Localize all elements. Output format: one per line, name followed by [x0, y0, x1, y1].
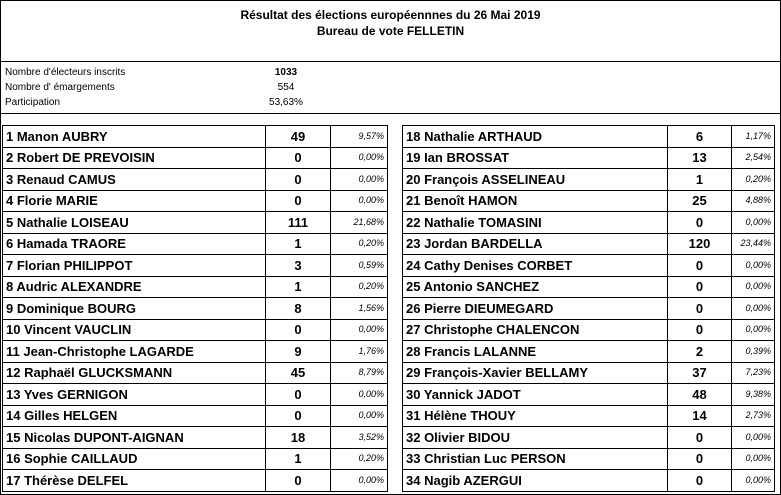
- candidate-name: 13 Yves GERNIGON: [3, 384, 266, 406]
- candidate-row: [403, 405, 775, 427]
- results-table-left: [2, 125, 388, 492]
- stats-divider: [1, 113, 780, 114]
- candidate-name: 18 Nathalie ARTHAUD: [403, 126, 668, 148]
- candidate-name: 14 Gilles HELGEN: [3, 405, 266, 427]
- candidate-votes: 9: [266, 341, 331, 363]
- candidate-name: 31 Hélène THOUY: [403, 405, 668, 427]
- candidate-row: [403, 169, 775, 191]
- candidate-percentage: 0,00%: [331, 405, 388, 427]
- candidate-row: [403, 319, 775, 341]
- candidate-percentage: 0,20%: [732, 169, 775, 191]
- candidate-name: 4 Florie MARIE: [3, 190, 266, 212]
- participation-label: Participation: [5, 97, 61, 108]
- candidate-percentage: 0,59%: [331, 255, 388, 277]
- candidate-row: [3, 126, 388, 148]
- registered-voters-label: Nombre d'électeurs inscrits: [5, 67, 126, 78]
- page-title: Résultat des élections européennnes du 26 Mai 2019: [240, 8, 541, 22]
- candidate-percentage: 0,20%: [331, 448, 388, 470]
- candidate-percentage: 0,00%: [331, 384, 388, 406]
- candidate-votes: 1: [266, 276, 331, 298]
- candidate-name: 28 Francis LALANNE: [403, 341, 668, 363]
- candidate-row: [403, 362, 775, 384]
- candidate-votes: 0: [668, 427, 732, 449]
- candidate-percentage: 9,57%: [331, 126, 388, 148]
- candidate-percentage: 7,23%: [732, 362, 775, 384]
- candidate-name: 26 Pierre DIEUMEGARD: [403, 298, 668, 320]
- candidate-name: 30 Yannick JADOT: [403, 384, 668, 406]
- candidate-percentage: 0,00%: [732, 448, 775, 470]
- page-subtitle: Bureau de vote FELLETIN: [316, 24, 465, 38]
- candidate-votes: 45: [266, 362, 331, 384]
- candidate-name: 5 Nathalie LOISEAU: [3, 212, 266, 234]
- candidate-votes: 1: [668, 169, 732, 191]
- candidate-percentage: 2,54%: [732, 147, 775, 169]
- candidate-name: 24 Cathy Denises CORBET: [403, 255, 668, 277]
- candidate-percentage: 1,56%: [331, 298, 388, 320]
- candidate-name: 2 Robert DE PREVOISIN: [3, 147, 266, 169]
- candidate-votes: 2: [668, 341, 732, 363]
- candidate-name: 23 Jordan BARDELLA: [403, 233, 668, 255]
- candidate-name: 21 Benoît HAMON: [403, 190, 668, 212]
- candidate-name: 10 Vincent VAUCLIN: [3, 319, 266, 341]
- candidate-name: 29 François-Xavier BELLAMY: [403, 362, 668, 384]
- candidate-row: [3, 341, 388, 363]
- registered-voters-value: 1033: [274, 67, 298, 78]
- candidate-row: [403, 276, 775, 298]
- candidate-row: [3, 255, 388, 277]
- candidate-row: [403, 427, 775, 449]
- candidate-votes: 49: [266, 126, 331, 148]
- candidate-votes: 0: [668, 255, 732, 277]
- candidate-percentage: 0,00%: [732, 427, 775, 449]
- candidate-row: [3, 212, 388, 234]
- candidate-row: [403, 190, 775, 212]
- candidate-votes: 0: [266, 169, 331, 191]
- candidate-votes: 3: [266, 255, 331, 277]
- candidate-percentage: 2,73%: [732, 405, 775, 427]
- candidate-row: [403, 298, 775, 320]
- candidate-votes: 0: [266, 470, 331, 492]
- candidate-name: 8 Audric ALEXANDRE: [3, 276, 266, 298]
- candidate-row: [3, 233, 388, 255]
- candidate-row: [3, 470, 388, 492]
- candidate-votes: 0: [266, 384, 331, 406]
- candidate-row: [3, 319, 388, 341]
- candidate-name: 32 Olivier BIDOU: [403, 427, 668, 449]
- candidate-votes: 18: [266, 427, 331, 449]
- results-table-right: [402, 125, 775, 492]
- candidate-row: [403, 448, 775, 470]
- candidate-votes: 0: [668, 319, 732, 341]
- candidate-row: [403, 470, 775, 492]
- candidate-name: 27 Christophe CHALENCON: [403, 319, 668, 341]
- candidate-percentage: 8,79%: [331, 362, 388, 384]
- candidate-votes: 0: [266, 190, 331, 212]
- candidate-percentage: 21,68%: [331, 212, 388, 234]
- candidate-name: 17 Thérèse DELFEL: [3, 470, 266, 492]
- candidate-row: [3, 169, 388, 191]
- candidate-votes: 111: [266, 212, 331, 234]
- candidate-name: 12 Raphaël GLUCKSMANN: [3, 362, 266, 384]
- candidate-row: [3, 190, 388, 212]
- candidate-row: [3, 362, 388, 384]
- candidate-votes: 6: [668, 126, 732, 148]
- candidate-row: [403, 126, 775, 148]
- candidate-row: [403, 384, 775, 406]
- candidate-percentage: 0,00%: [732, 212, 775, 234]
- candidate-row: [3, 276, 388, 298]
- candidate-percentage: 1,17%: [732, 126, 775, 148]
- candidate-row: [3, 405, 388, 427]
- candidate-row: [3, 384, 388, 406]
- candidate-row: [403, 255, 775, 277]
- candidate-name: 7 Florian PHILIPPOT: [3, 255, 266, 277]
- candidate-row: [3, 147, 388, 169]
- candidate-name: 20 François ASSELINEAU: [403, 169, 668, 191]
- candidate-name: 22 Nathalie TOMASINI: [403, 212, 668, 234]
- participation-value: 53,63%: [269, 97, 303, 108]
- candidate-percentage: 0,00%: [331, 319, 388, 341]
- candidate-votes: 13: [668, 147, 732, 169]
- candidate-percentage: 0,00%: [331, 169, 388, 191]
- candidate-votes: 14: [668, 405, 732, 427]
- candidate-row: [403, 341, 775, 363]
- candidate-name: 16 Sophie CAILLAUD: [3, 448, 266, 470]
- candidate-votes: 37: [668, 362, 732, 384]
- candidate-votes: 1: [266, 448, 331, 470]
- candidate-name: 19 Ian BROSSAT: [403, 147, 668, 169]
- candidate-votes: 0: [668, 276, 732, 298]
- candidate-name: 15 Nicolas DUPONT-AIGNAN: [3, 427, 266, 449]
- candidate-percentage: 0,00%: [732, 319, 775, 341]
- candidate-percentage: 0,00%: [331, 190, 388, 212]
- candidate-votes: 0: [668, 448, 732, 470]
- candidate-name: 3 Renaud CAMUS: [3, 169, 266, 191]
- candidate-name: 6 Hamada TRAORE: [3, 233, 266, 255]
- candidate-votes: 8: [266, 298, 331, 320]
- candidate-percentage: 3,52%: [331, 427, 388, 449]
- candidate-name: 1 Manon AUBRY: [3, 126, 266, 148]
- candidate-votes: 48: [668, 384, 732, 406]
- candidate-votes: 0: [668, 212, 732, 234]
- candidate-row: [3, 298, 388, 320]
- candidate-percentage: 0,00%: [331, 147, 388, 169]
- candidate-percentage: 0,00%: [732, 298, 775, 320]
- candidate-row: [3, 427, 388, 449]
- candidate-name: 9 Dominique BOURG: [3, 298, 266, 320]
- candidate-percentage: 0,00%: [732, 276, 775, 298]
- candidate-percentage: 1,76%: [331, 341, 388, 363]
- candidate-name: 11 Jean-Christophe LAGARDE: [3, 341, 266, 363]
- candidate-row: [3, 448, 388, 470]
- candidate-row: [403, 147, 775, 169]
- candidate-votes: 25: [668, 190, 732, 212]
- candidate-percentage: 23,44%: [732, 233, 775, 255]
- candidate-votes: 0: [266, 147, 331, 169]
- candidate-votes: 0: [266, 319, 331, 341]
- candidate-votes: 0: [668, 470, 732, 492]
- signatures-label: Nombre d' émargements: [5, 82, 115, 93]
- candidate-percentage: 0,00%: [331, 470, 388, 492]
- candidate-votes: 0: [266, 405, 331, 427]
- candidate-name: 25 Antonio SANCHEZ: [403, 276, 668, 298]
- candidate-percentage: 0,00%: [732, 255, 775, 277]
- candidate-votes: 120: [668, 233, 732, 255]
- candidate-percentage: 0,20%: [331, 233, 388, 255]
- candidate-percentage: 4,88%: [732, 190, 775, 212]
- candidate-percentage: 0,39%: [732, 341, 775, 363]
- signatures-value: 554: [277, 82, 295, 93]
- candidate-percentage: 0,00%: [732, 470, 775, 492]
- candidate-name: 33 Christian Luc PERSON: [403, 448, 668, 470]
- candidate-row: [403, 233, 775, 255]
- candidate-row: [403, 212, 775, 234]
- candidate-votes: 0: [668, 298, 732, 320]
- candidate-votes: 1: [266, 233, 331, 255]
- candidate-percentage: 0,20%: [331, 276, 388, 298]
- header-divider: [1, 61, 780, 62]
- candidate-name: 34 Nagib AZERGUI: [403, 470, 668, 492]
- candidate-percentage: 9,38%: [732, 384, 775, 406]
